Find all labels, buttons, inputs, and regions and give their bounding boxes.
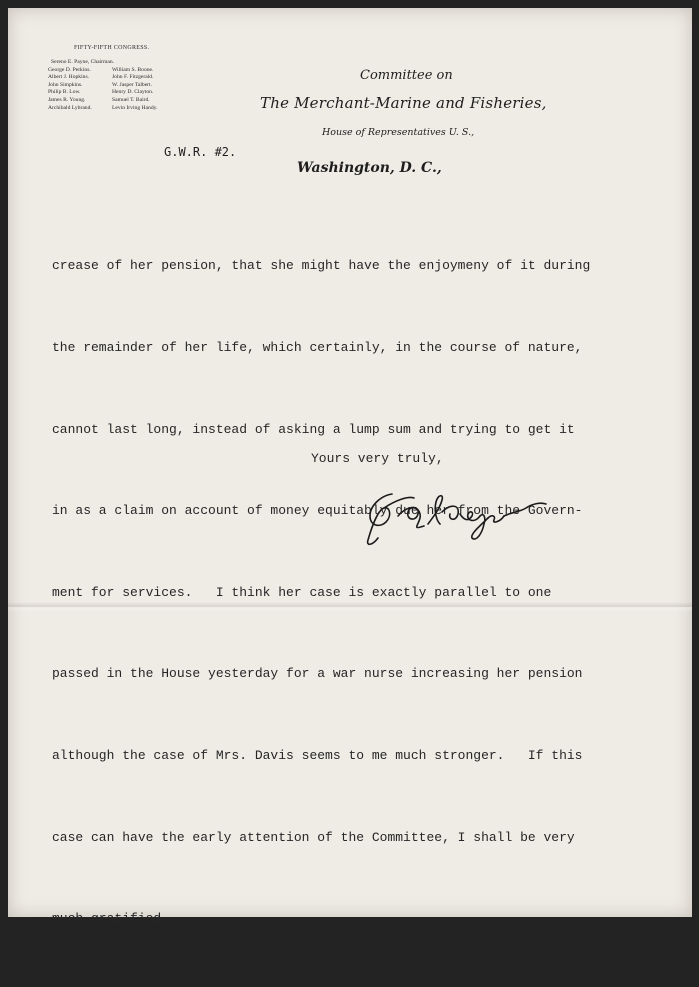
body-line: in as a claim on account of money equitably due her from the Govern-: [52, 503, 583, 519]
committee-member: James R. Young.: [48, 96, 86, 103]
closing-salutation: Yours very truly,: [311, 451, 444, 466]
letter-body: [52, 198, 672, 987]
committee-members-list: [48, 59, 188, 112]
committee-member: John F. Fitzgerald.: [112, 74, 154, 81]
committee-member: Levin Irving Handy.: [112, 104, 158, 111]
body-line: case can have the early attention of the Committee, I shall be very: [52, 829, 575, 845]
reference-number: G.W.R. #2.: [164, 145, 237, 159]
letter-page: [8, 8, 692, 927]
committee-title-line3: House of Representatives U. S.,: [322, 127, 475, 138]
committee-member: Philip B. Low.: [48, 89, 81, 96]
body-line: crease of her pension, that she might have the enjoymeny of it during: [52, 258, 591, 274]
body-line: the remainder of her life, which certainly, in the course of nature,: [52, 340, 583, 355]
body-line: although the case of Mrs. Davis seems to me much stronger. If this: [52, 747, 583, 763]
committee-member: George D. Perkins.: [48, 66, 91, 73]
location-line: Washington, D. C.,: [297, 160, 442, 176]
committee-title-line1: Committee on: [360, 68, 453, 83]
committee-member: Sereno E. Payne, Chairman.: [51, 59, 115, 65]
committee-member: Henry D. Clayton.: [112, 89, 154, 96]
body-line: cannot last long, instead of asking a lump sum and trying to get it: [52, 421, 575, 437]
congress-heading: FIFTY-FIFTH CONGRESS.: [74, 45, 150, 51]
body-line: much gratified.: [52, 911, 170, 927]
handwritten-signature: [362, 486, 552, 548]
body-line: ment for services. I think her case is exactly parallel to one: [52, 584, 552, 600]
committee-member: Albert J. Hopkins.: [48, 74, 90, 81]
committee-title-line2: The Merchant-Marine and Fisheries,: [260, 94, 547, 112]
committee-member: Samuel T. Baird.: [112, 96, 150, 103]
committee-member: John Simpkins.: [48, 81, 83, 88]
committee-member: Archibald Lybrand.: [48, 104, 92, 111]
body-line: passed in the House yesterday for a war nurse increasing her pension: [52, 666, 583, 682]
committee-member: William S. Boone.: [112, 66, 154, 73]
committee-member: W. Jasper Talbert.: [112, 81, 152, 88]
